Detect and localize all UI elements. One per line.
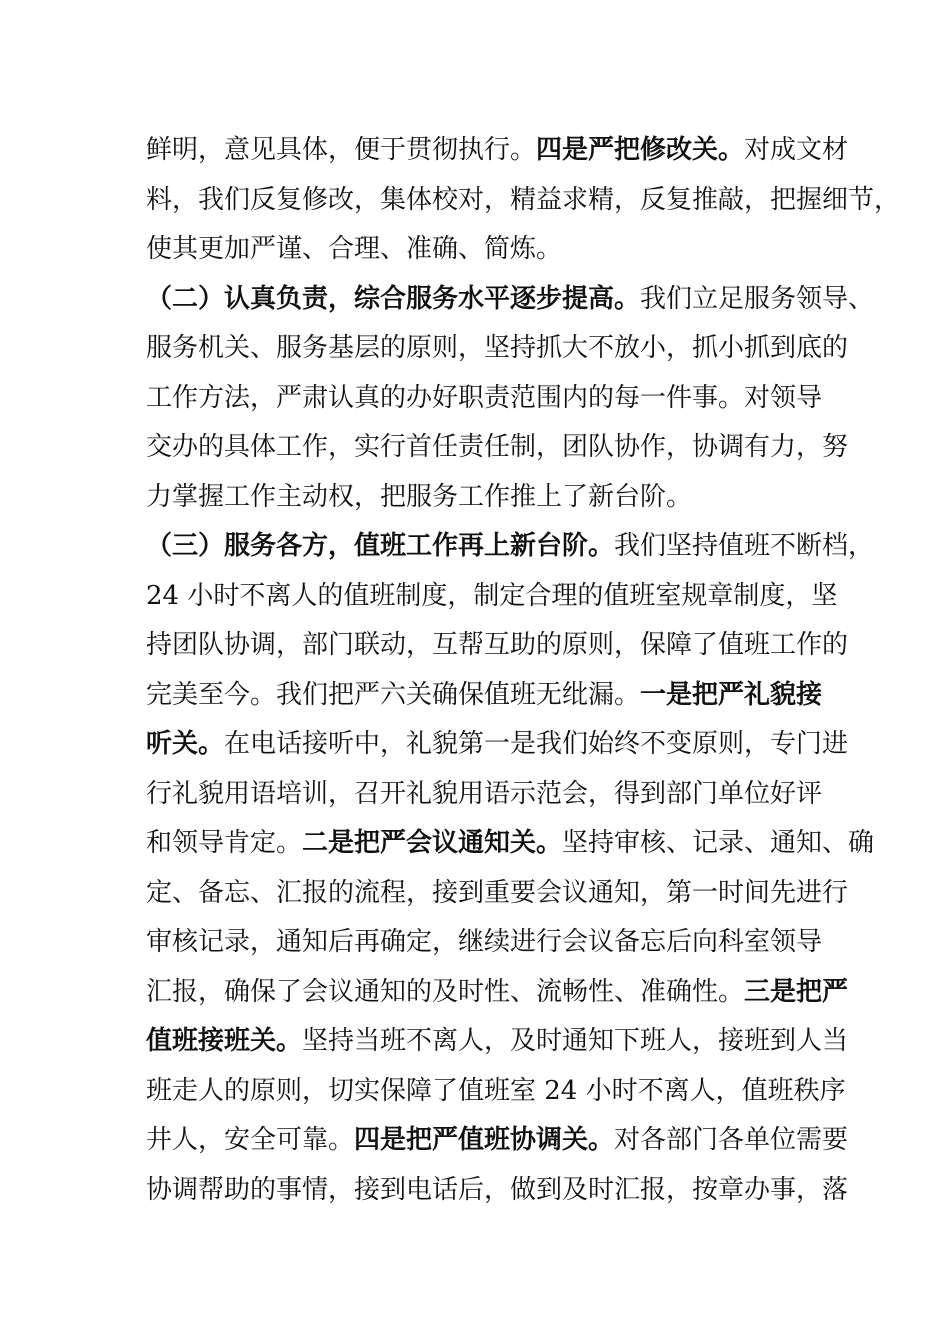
section-heading: （二）认真负责，综合服务水平逐步提高。 xyxy=(146,283,641,314)
text-line xyxy=(146,1067,846,1117)
document-page xyxy=(146,126,901,1215)
text-run: 在电话接听中，礼貌第一是我们始终不变原则，专门进 xyxy=(224,729,849,759)
text-run: 定、备忘、汇报的流程，接到重要会议通知，第一时间先进行 xyxy=(146,877,849,908)
text-run: 坚持审核、记录、通知、确 xyxy=(562,828,875,858)
bold-text-run: 四是严把修改关。 xyxy=(536,135,745,165)
text-run: 持团队协调，部门联动，互帮互助的原则，保障了值班工作的 xyxy=(146,630,849,660)
text-line xyxy=(146,324,849,374)
text-line xyxy=(146,572,838,622)
text-line xyxy=(146,522,875,572)
text-line xyxy=(146,819,875,869)
text-run: 对成文材 xyxy=(744,135,849,165)
bold-text-run: 一是把严礼貌接 xyxy=(640,679,823,710)
text-line xyxy=(146,1116,849,1166)
text-line xyxy=(146,1166,849,1216)
text-run: 审核记录，通知后再确定，继续进行会议备忘后向科室领导 xyxy=(146,927,823,957)
text-run: 使其更加严谨、合理、准确、简炼。 xyxy=(146,234,563,264)
text-line xyxy=(146,1017,849,1067)
bold-text-run: 二是把严会议通知关。 xyxy=(302,828,563,858)
text-run: 服务机关、服务基层的原则，坚持抓大不放小，抓小抓到底的 xyxy=(146,333,849,363)
text-line xyxy=(146,473,806,523)
text-run: 工作方法，严肃认真的办好职责范围内的每一件事。对领导 xyxy=(146,382,823,413)
text-run: 我们立足服务领导、 xyxy=(640,283,875,314)
text-line xyxy=(146,671,823,721)
text-run: 和领导肯定。 xyxy=(146,828,303,858)
bold-text-run: 听关。 xyxy=(146,729,225,759)
text-run: 井人，安全可靠。 xyxy=(146,1125,355,1155)
text-run: 24 小时不离人的值班制度，制定合理的值班室规章制度，坚 xyxy=(146,580,838,611)
text-run: 交办的具体工作，实行首任责任制，团队协作，协调有力，努 xyxy=(146,432,849,462)
text-run: 行礼貌用语培训，召开礼貌用语示范会，得到部门单位好评 xyxy=(146,778,823,809)
text-run: 我们坚持值班不断档， xyxy=(614,531,875,561)
text-line xyxy=(146,423,849,473)
section-heading: （三）服务各方，值班工作再上新台阶。 xyxy=(146,531,615,561)
text-run: 班走人的原则，切实保障了值班室 24 小时不离人，值班秩序 xyxy=(146,1075,846,1106)
bold-text-run: 四是把严值班协调关。 xyxy=(354,1125,615,1155)
text-run: 协调帮助的事情，接到电话后，做到及时汇报，按章办事，落 xyxy=(146,1174,849,1205)
text-run: 对各部门各单位需要 xyxy=(614,1125,849,1155)
text-line xyxy=(146,176,901,226)
text-run: 料，我们反复修改，集体校对，精益求精，反复推敲，把握细节， xyxy=(146,184,901,215)
text-line xyxy=(146,770,823,820)
text-run: 完美至今。我们把严六关确保值班无纰漏。 xyxy=(146,679,641,710)
text-run: 力掌握工作主动权，把服务工作推上了新台阶。 xyxy=(146,481,693,512)
text-line xyxy=(146,918,823,968)
text-run: 坚持当班不离人，及时通知下班人，接班到人当 xyxy=(302,1026,849,1056)
bold-text-run: 三是把严 xyxy=(744,976,849,1007)
bold-text-run: 值班接班关。 xyxy=(146,1026,303,1056)
text-line xyxy=(146,720,849,770)
text-line xyxy=(146,869,849,919)
text-line xyxy=(146,126,849,176)
text-line xyxy=(146,621,849,671)
text-line xyxy=(146,968,849,1018)
text-line xyxy=(146,374,823,424)
text-line xyxy=(146,225,806,275)
text-run: 鲜明，意见具体，便于贯彻执行。 xyxy=(146,135,537,165)
text-line xyxy=(146,275,875,325)
text-run: 汇报，确保了会议通知的及时性、流畅性、准确性。 xyxy=(146,976,745,1007)
